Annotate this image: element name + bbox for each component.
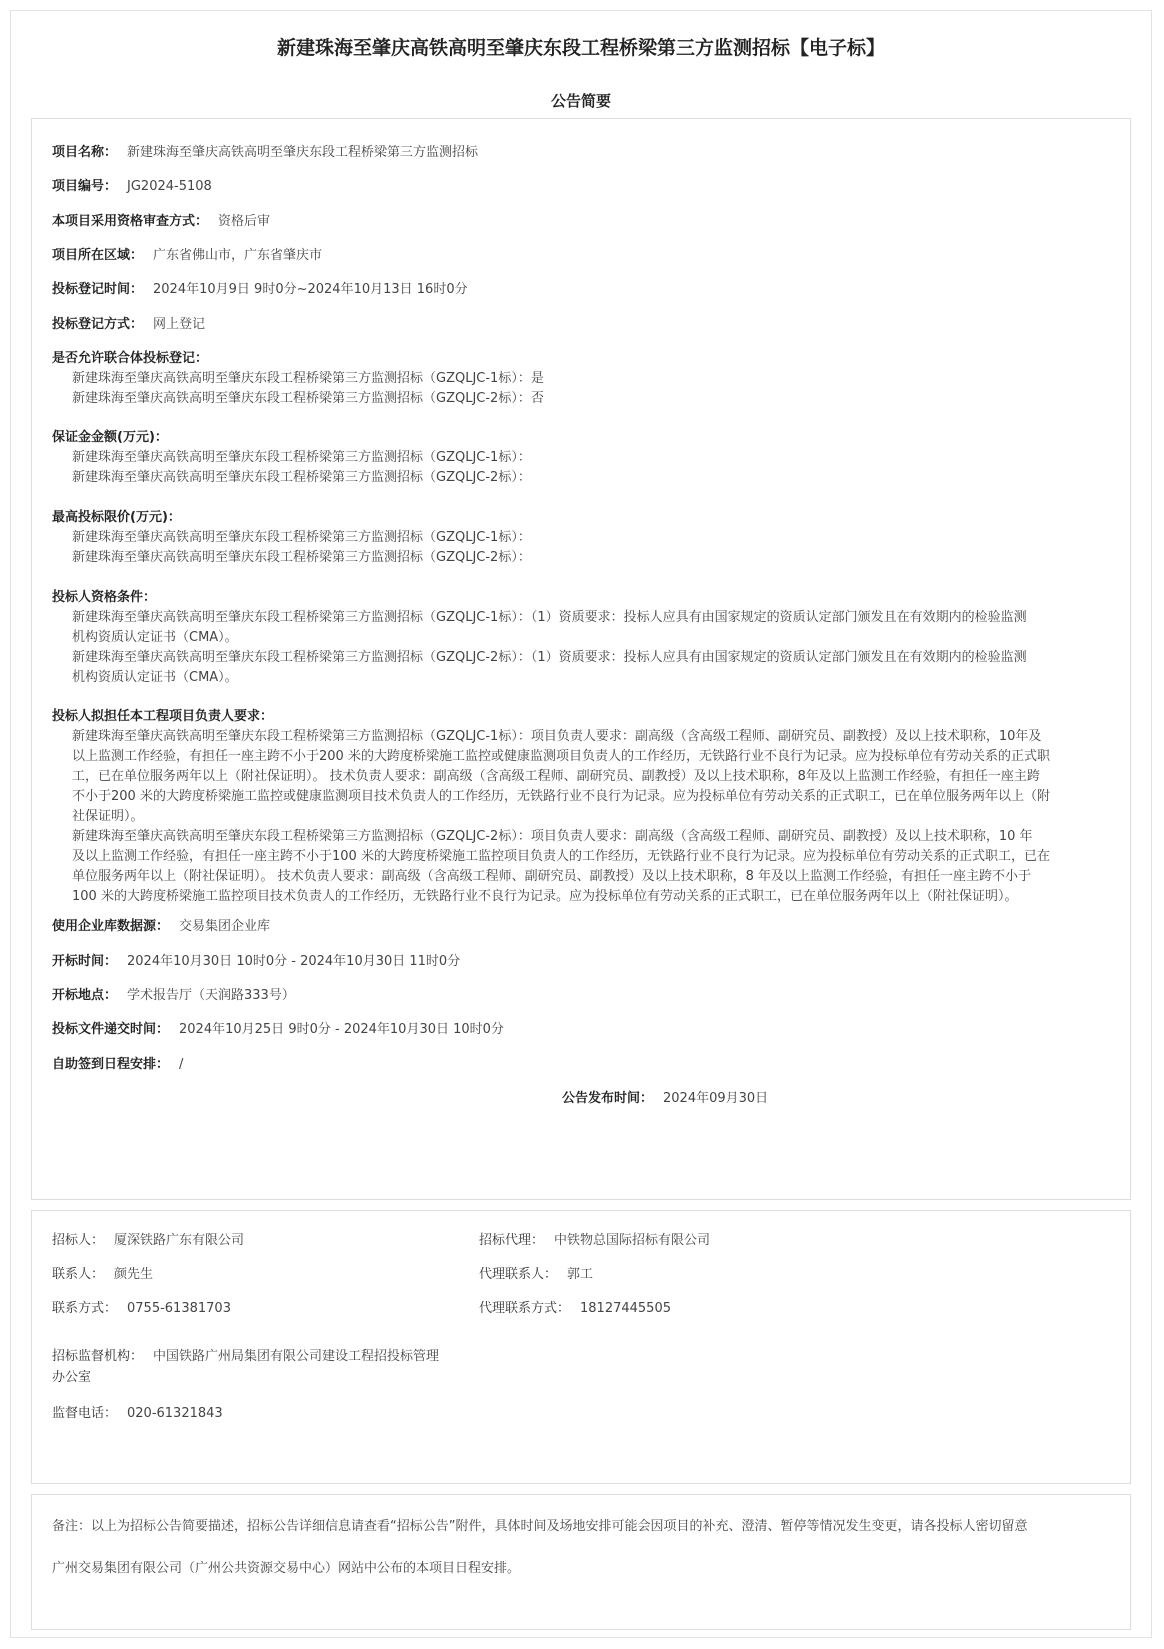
consortium-label: 是否允许联合体投标登记： bbox=[52, 351, 209, 366]
review-method-row bbox=[52, 212, 1110, 232]
submit-time-label: 投标文件递交时间： bbox=[52, 1022, 170, 1037]
manager-requirement-label: 投标人拟担任本工程项目负责人要求： bbox=[52, 709, 274, 724]
open-place-value: 学术报告厅（天润路333号） bbox=[127, 988, 295, 1003]
manager-requirement-text: 单位服务两年以上（附社保证明）。 技术负责人要求：副高级（含高级工程师、副研究员、副教授）及以上技术职称，8 年及以上监测工作经验，有担任一座主跨不小于 bbox=[72, 869, 1032, 884]
manager-requirement-text: 不小于200 米的大跨度桥梁施工监控或健康监测项目技术负责人的工作经历，无铁路行业不良行为记录。应为投标单位有劳动关系的正式职工，已在单位服务两年以上（附 bbox=[72, 789, 1050, 804]
review-method-value: 资格后审 bbox=[218, 214, 271, 229]
agent-contact-label: 代理联系人： bbox=[479, 1267, 558, 1282]
phone-value: 0755-61381703 bbox=[127, 1301, 231, 1316]
agent-row bbox=[479, 1231, 710, 1251]
manager-requirement-text: 工，已在单位服务两年以上（附社保证明）。 技术负责人要求：副高级（含高级工程师、副研究员、副教授）及以上技术职称，8年及以上监测工作经验，有担任一座主跨 bbox=[72, 769, 1040, 784]
qualification-paragraph bbox=[52, 648, 1110, 688]
register-time-label: 投标登记时间： bbox=[52, 282, 144, 297]
project-name-label: 项目名称： bbox=[52, 145, 118, 160]
publish-time-row bbox=[562, 1089, 1110, 1109]
max-price-line: 新建珠海至肇庆高铁高明至肇庆东段工程桥梁第三方监测招标（GZQLJC-1标）： bbox=[72, 530, 531, 545]
qualification-text: 新建珠海至肇庆高铁高明至肇庆东段工程桥梁第三方监测招标（GZQLJC-1标）：（1）资质要求：投标人应具有由国家规定的资质认定部门颁发且在有效期内的检验监测 bbox=[72, 610, 1027, 625]
supervisor-phone-row bbox=[52, 1404, 1110, 1424]
page-title: 新建珠海至肇庆高铁高明至肇庆东段工程桥梁第三方监测招标【电子标】 bbox=[276, 37, 885, 59]
consortium-line: 新建珠海至肇庆高铁高明至肇庆东段工程桥梁第三方监测招标（GZQLJC-1标）：是 bbox=[72, 371, 544, 386]
submit-time-value: 2024年10月25日 9时0分 - 2024年10月30日 10时0分 bbox=[179, 1022, 504, 1037]
open-place-label: 开标地点： bbox=[52, 988, 118, 1003]
agent-contact-value: 郭工 bbox=[567, 1267, 594, 1282]
max-price-line: 新建珠海至肇庆高铁高明至肇庆东段工程桥梁第三方监测招标（GZQLJC-2标）： bbox=[72, 550, 531, 565]
agent-phone-row bbox=[479, 1299, 671, 1319]
publish-time-value: 2024年09月30日 bbox=[663, 1091, 769, 1106]
agent-phone-label: 代理联系方式： bbox=[479, 1301, 571, 1316]
project-code-value: JG2024-5108 bbox=[127, 179, 212, 194]
deposit-line: 新建珠海至肇庆高铁高明至肇庆东段工程桥梁第三方监测招标（GZQLJC-1标）： bbox=[72, 450, 531, 465]
manager-requirement-text: 及以上监测工作经验，有担任一座主跨不小于100 米的大跨度桥梁施工监控项目负责人的工作经历，无铁路行业不良行为记录。应为投标单位有劳动关系的正式职工，已在 bbox=[72, 849, 1050, 864]
supervisor-label: 招标监督机构： bbox=[52, 1349, 144, 1364]
enterprise-db-value: 交易集团企业库 bbox=[179, 919, 271, 934]
supervisor-row-cont bbox=[52, 1368, 1110, 1388]
tenderer-value: 厦深铁路广东有限公司 bbox=[114, 1233, 245, 1248]
deposit-label: 保证金金额(万元)： bbox=[52, 430, 168, 445]
supervisor-phone-label: 监督电话： bbox=[52, 1406, 118, 1421]
register-method-value: 网上登记 bbox=[153, 317, 206, 332]
qualification-text: 机构资质认定证书（CMA）。 bbox=[72, 630, 238, 645]
max-price-block bbox=[52, 508, 1110, 568]
submit-time-row bbox=[52, 1020, 1110, 1040]
open-time-row bbox=[52, 952, 1110, 972]
review-method-label: 本项目采用资格审查方式： bbox=[52, 214, 209, 229]
manager-requirement-paragraph bbox=[52, 827, 1110, 907]
project-code-label: 项目编号： bbox=[52, 179, 118, 194]
register-method-row bbox=[52, 315, 1110, 335]
supervisor-value-cont: 办公室 bbox=[52, 1370, 92, 1385]
enterprise-db-label: 使用企业库数据源： bbox=[52, 919, 170, 934]
checkin-label: 自助签到日程安排： bbox=[52, 1057, 170, 1072]
manager-requirement-text: 以上监测工作经验，有担任一座主跨不小于200 米的大跨度桥梁施工监控或健康监测项目负责人的工作经历，无铁路行业不良行为记录。应为投标单位有劳动关系的正式职 bbox=[72, 749, 1050, 764]
enterprise-db-row bbox=[52, 917, 1110, 937]
contact-value: 颜先生 bbox=[114, 1267, 154, 1282]
contacts-box bbox=[31, 1210, 1131, 1484]
qualification-text: 新建珠海至肇庆高铁高明至肇庆东段工程桥梁第三方监测招标（GZQLJC-2标）：（1）资质要求：投标人应具有由国家规定的资质认定部门颁发且在有效期内的检验监测 bbox=[72, 650, 1027, 665]
project-code-row bbox=[52, 177, 1110, 197]
region-label: 项目所在区域： bbox=[52, 248, 144, 263]
register-time-row bbox=[52, 280, 1110, 300]
contact-label: 联系人： bbox=[52, 1267, 105, 1282]
note-box bbox=[31, 1494, 1131, 1630]
manager-requirement-text: 100 米的大跨度桥梁施工监控项目技术负责人的工作经历，无铁路行业不良行为记录。应为投标单位有劳动关系的正式职工，已在单位服务两年以上（附社保证明）。 bbox=[72, 889, 1018, 904]
supervisor-phone-value: 020-61321843 bbox=[127, 1406, 223, 1421]
note-line: 广州交易集团有限公司（广州公共资源交易中心）网站中公布的本项目日程安排。 bbox=[52, 1561, 521, 1576]
agent-value: 中铁物总国际招标有限公司 bbox=[554, 1233, 711, 1248]
note-line: 备注：以上为招标公告简要描述，招标公告详细信息请查看“招标公告”附件，具体时间及场地安排可能会因项目的补充、澄清、暂停等情况发生变更，请各投标人密切留意 bbox=[52, 1519, 1028, 1534]
agent-label: 招标代理： bbox=[479, 1233, 545, 1248]
page-subtitle: 公告简要 bbox=[550, 92, 611, 110]
open-time-value: 2024年10月30日 10时0分 - 2024年10月30日 11时0分 bbox=[127, 954, 461, 969]
deposit-block bbox=[52, 428, 1110, 488]
manager-requirement-text: 新建珠海至肇庆高铁高明至肇庆东段工程桥梁第三方监测招标（GZQLJC-1标）：项目负责人要求：副高级（含高级工程师、副研究员、副教授）及以上技术职称，10年及 bbox=[72, 729, 1042, 744]
region-value: 广东省佛山市，广东省肇庆市 bbox=[153, 248, 323, 263]
announcement-page bbox=[10, 10, 1152, 1638]
phone-label: 联系方式： bbox=[52, 1301, 118, 1316]
manager-requirement-text: 社保证明）。 bbox=[72, 809, 144, 824]
max-price-label: 最高投标限价(万元)： bbox=[52, 510, 181, 525]
manager-requirement-block bbox=[52, 707, 1110, 907]
deposit-line: 新建珠海至肇庆高铁高明至肇庆东段工程桥梁第三方监测招标（GZQLJC-2标）： bbox=[72, 470, 531, 485]
publish-time-label: 公告发布时间： bbox=[562, 1091, 654, 1106]
open-place-row bbox=[52, 986, 1110, 1006]
project-name-row bbox=[52, 143, 1110, 163]
consortium-block bbox=[52, 349, 1110, 409]
summary-box bbox=[31, 118, 1131, 1200]
note-text bbox=[52, 1517, 1110, 1579]
checkin-row bbox=[52, 1055, 1110, 1075]
qualification-text: 机构资质认定证书（CMA）。 bbox=[72, 670, 238, 685]
agent-contact-row bbox=[479, 1265, 593, 1285]
supervisor-value: 中国铁路广州局集团有限公司建设工程招投标管理 bbox=[153, 1349, 440, 1364]
supervisor-row bbox=[52, 1347, 1110, 1367]
register-method-label: 投标登记方式： bbox=[52, 317, 144, 332]
qualification-block bbox=[52, 588, 1110, 688]
register-time-value: 2024年10月9日 9时0分~2024年10月13日 16时0分 bbox=[153, 282, 468, 297]
agent-phone-value: 18127445505 bbox=[580, 1301, 671, 1316]
project-name-value: 新建珠海至肇庆高铁高明至肇庆东段工程桥梁第三方监测招标 bbox=[127, 145, 479, 160]
manager-requirement-text: 新建珠海至肇庆高铁高明至肇庆东段工程桥梁第三方监测招标（GZQLJC-2标）：项目负责人要求：副高级（含高级工程师、副研究员、副教授）及以上技术职称，10 年 bbox=[72, 829, 1033, 844]
open-time-label: 开标时间： bbox=[52, 954, 118, 969]
region-row bbox=[52, 246, 1110, 266]
qualification-paragraph bbox=[52, 608, 1110, 648]
consortium-line: 新建珠海至肇庆高铁高明至肇庆东段工程桥梁第三方监测招标（GZQLJC-2标）：否 bbox=[72, 391, 544, 406]
tenderer-label: 招标人： bbox=[52, 1233, 105, 1248]
qualification-label: 投标人资格条件： bbox=[52, 590, 157, 605]
manager-requirement-paragraph bbox=[52, 727, 1110, 827]
checkin-value: / bbox=[179, 1057, 184, 1072]
